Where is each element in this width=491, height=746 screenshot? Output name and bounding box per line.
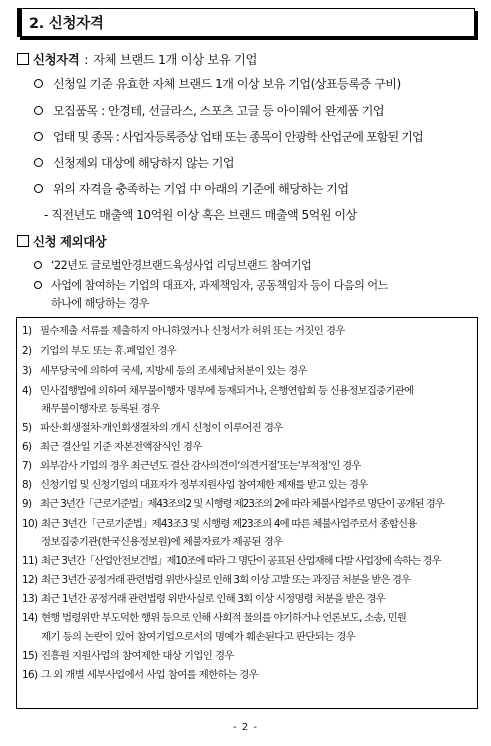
checkbox-square-icon bbox=[17, 235, 29, 247]
list-item: 11) 최근 3년간「산업안전보건법」제10조에 따라 그 명단이 공표된 산업재해 다발 사업장에 속하는 경우 bbox=[22, 555, 441, 567]
exclusion-bullet-continuation: 하나에 해당하는 경우 bbox=[51, 297, 150, 310]
bullet-circle-icon bbox=[34, 106, 43, 115]
exclusion-criteria-box bbox=[16, 317, 478, 709]
bullet-circle-icon bbox=[34, 184, 43, 193]
applicant-bullet: 위의 자격을 충족하는 기업 中 아래의 기준에 해당하는 기업 bbox=[34, 180, 349, 197]
bullet-circle-icon bbox=[34, 281, 42, 289]
list-item: 1) 필수제출 서류를 제출하지 아니하였거나 신청서가 허위 또는 거짓인 경우 bbox=[22, 325, 345, 337]
list-item: 2) 기업의 부도 또는 휴.폐업인 경우 bbox=[22, 345, 177, 357]
applicant-separator: : bbox=[84, 51, 89, 67]
list-item: 15) 진흥원 지원사업의 참여제한 대상 기업인 경우 bbox=[22, 650, 234, 662]
page-number: - 2 - bbox=[233, 722, 258, 733]
applicant-bullet: 신청제외 대상에 해당하지 않는 기업 bbox=[34, 154, 234, 171]
list-item: 3) 세무당국에 의하여 국세, 지방세 등의 조세체납처분이 있는 경우 bbox=[22, 365, 307, 377]
list-item: 9) 최근 3년간「근로기준법」제43조의2 및 시행령 제23조의 2에 따라 체불사업주로 명단이 공개된 경우 bbox=[22, 498, 444, 510]
list-item: 8) 신청기업 및 신청기업의 대표자가 정부지원사업 참여제한 제재를 받고 있는 경우 bbox=[22, 479, 368, 491]
list-item: 13) 최근 1년간 공정거래 관련법령 위반사실로 인해 3회 이상 시정명령 처분을 받은 경우 bbox=[22, 593, 385, 605]
bullet-circle-icon bbox=[34, 261, 42, 269]
list-item-continuation: 제기 등의 논란이 있어 참여기업으로서의 명예가 훼손된다고 판단되는 경우 bbox=[41, 631, 356, 643]
exclusion-heading: 신청 제외대상 bbox=[33, 234, 107, 249]
list-item: 5) 파산·회생절차·개인회생절차의 개시 신청이 이루어진 경우 bbox=[22, 422, 283, 434]
applicant-summary: 자체 브랜드 1개 이상 보유 기업 bbox=[93, 52, 258, 67]
exclusion-bullet: 사업에 참여하는 기업의 대표자, 과제책임자, 공동책임자 등이 다음의 어느 bbox=[34, 277, 388, 293]
applicant-bullet: 신청일 기준 유효한 자체 브랜드 1개 이상 보유 기업(상표등록증 구비) bbox=[34, 75, 401, 92]
list-item: 14) 현행 법령위반 부도덕한 행위 등으로 인해 사회적 물의를 야기하거나 언론보도, 소송, 민원 bbox=[22, 612, 407, 624]
exclusion-heading-line bbox=[17, 232, 111, 250]
list-item: 4) 민사집행법에 의하여 채무불이행자 명부에 등재되거나, 은행연합회 등 신용정보집중기관에 bbox=[22, 385, 414, 397]
applicant-heading-line bbox=[17, 50, 257, 68]
list-item: 6) 최근 결산일 기준 자본전액잠식인 경우 bbox=[22, 441, 202, 453]
applicant-sub-bullet: - 직전년도 매출액 10억원 이상 혹은 브랜드 매출액 5억원 이상 bbox=[44, 208, 357, 222]
applicant-heading: 신청자격 bbox=[33, 52, 80, 67]
bullet-circle-icon bbox=[34, 158, 43, 167]
bullet-circle-icon bbox=[34, 132, 43, 141]
list-item: 16) 그 외 개별 세부사업에서 사업 참여를 제한하는 경우 bbox=[22, 669, 259, 681]
list-item: 12) 최근 3년간 공정거래 관련법령 위반사실로 인해 3회 이상 고발 또는 과징금 처분을 받은 경우 bbox=[22, 574, 411, 586]
section-title-box bbox=[17, 8, 475, 37]
applicant-bullet: 업태 및 종목 : 사업자등록증상 업태 또는 종목이 안광학 산업군에 포함된 기업 bbox=[34, 128, 423, 145]
exclusion-bullet: ‘22년도 글로벌안경브랜드육성사업 리딩브랜드 참여기업 bbox=[34, 257, 311, 273]
list-item-continuation: 정보집중기관(한국신용정보원)에 체불자료가 제공된 경우 bbox=[41, 536, 283, 548]
section-title: 2. 신청자격 bbox=[29, 16, 104, 32]
bullet-circle-icon bbox=[34, 79, 43, 88]
list-item-continuation: 채무불이행자로 등록된 경우 bbox=[41, 403, 160, 415]
list-item: 10) 최근 3년간「근로기준법」제43조3 및 시행령 제23조의 4에 따른 체불사업주로서 종합신용 bbox=[22, 518, 417, 530]
applicant-bullet: 모집품목 : 안경테, 선글라스, 스포츠 고글 등 아이웨어 완제품 기업 bbox=[34, 102, 384, 119]
list-item: 7) 외부감사 기업의 경우 최근년도 결산 감사의견이‘의견거절’또는‘부적정’인 경우 bbox=[22, 460, 361, 472]
checkbox-square-icon bbox=[17, 53, 29, 65]
